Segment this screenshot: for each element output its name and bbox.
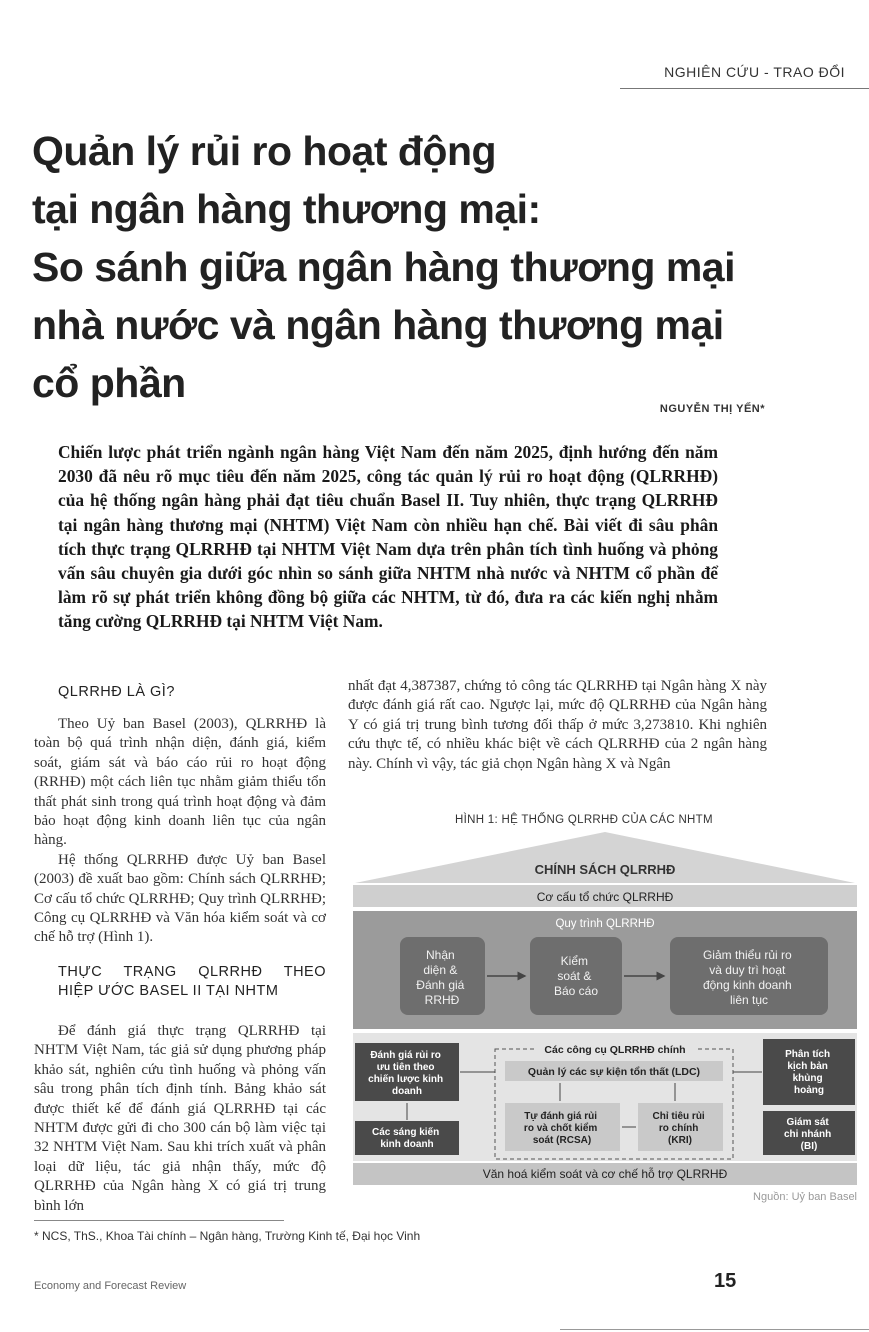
ldc-label: Quản lý các sự kiện tổn thất (LDC) bbox=[527, 1066, 701, 1078]
title-line-3: So sánh giữa ngân hàng thương mại bbox=[32, 244, 736, 290]
left-column-part-2 bbox=[34, 1022, 326, 1216]
left-bottom-label: Các sáng kiến kinh doanh bbox=[371, 1127, 440, 1150]
culture-label: Văn hoá kiểm soát và cơ chế hỗ trợ QLRRHĐ bbox=[482, 1167, 728, 1181]
page-number: 15 bbox=[714, 1270, 737, 1292]
journal-name: Economy and Forecast Review bbox=[34, 1280, 187, 1292]
footnote-rule bbox=[34, 1220, 284, 1221]
rcsa-label: Tự đánh giá rủi ro và chốt kiểm soát (RCSA) bbox=[523, 1111, 598, 1146]
oprisk-framework-diagram bbox=[350, 829, 860, 1189]
step-mitigate-label: Giảm thiểu rủi ro và duy trì hoạt động kinh doanh liên tục bbox=[702, 948, 792, 1007]
paragraph-4: nhất đạt 4,387387, chứng tỏ công tác QLRRHĐ tại Ngân hàng X này được đánh giá rất cao. Ngược lại, mức độ QLRRHĐ của Ngân hàng Y có giá trị trung bình tương đối thấp ở mức 3,273810. Khi nghiên cứu thực tế, có nhiều khác biệt về cách QLRRHĐ của 2 ngân hàng này. Chính vì vậy, tác giả chọn Ngân hàng X và Ngân bbox=[348, 678, 767, 772]
kri-label: Chỉ tiêu rủi ro chính (KRI) bbox=[652, 1111, 705, 1146]
policy-label: CHÍNH SÁCH QLRRHĐ bbox=[534, 862, 676, 877]
step-control-label: Kiểm soát & Báo cáo bbox=[553, 954, 599, 998]
structure-label: Cơ cấu tổ chức QLRRHĐ bbox=[536, 890, 674, 904]
figure-title: HÌNH 1: HỆ THỐNG QLRRHĐ CỦA CÁC NHTM bbox=[455, 814, 713, 826]
heading-2-line-2: HIỆP ƯỚC BASEL II TẠI NHTM bbox=[58, 983, 279, 999]
footnote: * NCS, ThS., Khoa Tài chính – Ngân hàng, Trường Kinh tế, Đại học Vinh bbox=[34, 1229, 421, 1243]
left-top-label: Đánh giá rủi ro ưu tiên theo chiến lược kinh doanh bbox=[368, 1050, 444, 1097]
paragraph-2: Hệ thống QLRRHĐ được Uỷ ban Basel (2003) đề xuất bao gồm: Chính sách QLRRHĐ; Cơ cấu tổ chức QLRRHĐ; Quy trình QLRRHĐ; Công cụ QLRRHĐ và Văn hóa kiểm soát và cơ chế hỗ trợ (Hình 1). bbox=[34, 851, 326, 946]
title-line-5: cổ phần bbox=[32, 360, 186, 406]
paragraph-1: Theo Uỷ ban Basel (2003), QLRRHĐ là toàn bộ quá trình nhận diện, đánh giá, kiểm soát, giám sát và báo cáo rủi ro hoạt động (RRHĐ) một cách liên tục nhằm giảm thiểu tổn thất phát sinh trong quá trình hoạt động và đảm bảo hoạt động kinh doanh liên tục của ngân hàng. bbox=[34, 716, 326, 849]
title-line-4: nhà nước và ngân hàng thương mại bbox=[32, 302, 724, 348]
section-heading-2 bbox=[58, 963, 326, 1001]
tools-title: Các công cụ QLRRHĐ chính bbox=[544, 1044, 686, 1056]
section-label: NGHIÊN CỨU - TRAO ĐỔI bbox=[664, 64, 845, 80]
header-rule bbox=[620, 88, 869, 89]
heading-2-line-1: THỰC TRẠNG QLRRHĐ THEO bbox=[58, 964, 326, 980]
process-title: Quy trình QLRRHĐ bbox=[555, 918, 655, 930]
title-line-1: Quản lý rủi ro hoạt động bbox=[32, 128, 497, 174]
footer-rule bbox=[560, 1329, 869, 1330]
right-top-label: Phân tích kịch bản khủng hoảng bbox=[785, 1049, 831, 1096]
abstract: Chiến lược phát triển ngành ngân hàng Việt Nam đến năm 2025, định hướng đến năm 2030 đã nêu rõ mục tiêu đến năm 2025, công tác quản lý rủi ro hoạt động (QLRRHĐ) của hệ thống ngân hàng phải đạt tiêu chuẩn Basel II. Tuy nhiên, thực trạng QLRRHĐ tại ngân hàng thương mại (NHTM) Việt Nam còn nhiều hạn chế. Bài viết đi sâu phân tích thực trạng QLRRHĐ tại NHTM Việt Nam dựa trên phân tích tình huống và phỏng vấn sâu chuyên gia dưới góc nhìn so sánh giữa NHTM nhà nước và NHTM cổ phần để làm rõ sự phát triển không đồng bộ giữa các NHTM, từ đó, đưa ra các kiến nghị nhằm tăng cường QLRRHĐ tại NHTM Việt Nam. bbox=[58, 442, 718, 632]
paragraph-3: Để đánh giá thực trạng QLRRHĐ tại NHTM Việt Nam, tác giả sử dụng phương pháp khảo sát, nghiên cứu tình huống và phỏng vấn sâu trong phân tích định tính. Bảng khảo sát được thiết kế để đánh giá QLRRHĐ tại các NHTM được gửi đi cho 300 cán bộ làm việc tại 32 NHTM Việt Nam. Sau khi trích xuất và phân loại dữ liệu, tác giả nhận thấy, mức độ QLRRHĐ của Ngân hàng X có giá trị trung bình lớn bbox=[34, 1023, 326, 1214]
section-heading-1: QLRRHĐ LÀ GÌ? bbox=[58, 684, 175, 700]
author-name: NGUYỄN THỊ YẾN* bbox=[659, 403, 765, 415]
title-line-2: tại ngân hàng thương mại: bbox=[32, 186, 541, 232]
left-column-part-1 bbox=[34, 715, 326, 948]
right-column bbox=[348, 677, 767, 774]
right-bottom-label: Giám sát chi nhánh (BI) bbox=[783, 1117, 832, 1152]
step-identify-label: Nhận diện & Đánh giá RRHĐ bbox=[416, 948, 465, 1007]
figure-source: Nguồn: Uỷ ban Basel bbox=[753, 1191, 857, 1203]
article-title bbox=[32, 122, 812, 412]
